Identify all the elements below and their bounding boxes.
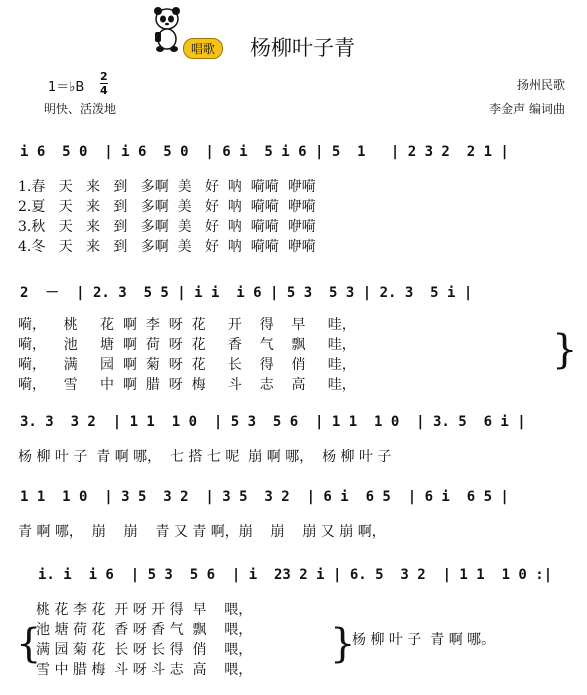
lyric-tail: 杨 柳 叶 子 青 啊 哪。	[352, 632, 496, 648]
key-signature: 1＝♭B	[48, 80, 85, 95]
brace-left: {	[16, 621, 42, 667]
time-signature-top: 2	[100, 70, 108, 83]
lyric-row: 池 塘 荷 花 香 呀 香 气 飘 喂，	[36, 622, 253, 638]
section-badge: 唱歌	[183, 38, 223, 59]
song-credit: 李金声 编词曲	[489, 102, 565, 116]
tempo-marking: 明快、活泼地	[44, 102, 117, 116]
lyric-row: 青 啊 哪， 崩 崩 青 又 青 啊，崩 崩 崩 又 崩 啊，	[18, 524, 386, 540]
lyric-row: 雪 中 腊 梅 斗 呀 斗 志 高 喂，	[36, 662, 253, 678]
lyric-row: 嗬， 满 园 啊 菊 呀 花 长 得 俏 哇，	[18, 357, 356, 373]
notation-row: 1 1 1 0 | 3 5 3 2 | 3 5 3 2 | 6 i 6 5 | 6 i 6 5 |	[20, 489, 509, 505]
brace-right: }	[552, 327, 578, 373]
panda-mascot-icon	[150, 5, 184, 55]
song-origin: 扬州民歌	[516, 78, 565, 92]
brace-right: }	[330, 621, 356, 667]
lyric-row: 嗬， 雪 中 啊 腊 呀 梅 斗 志 高 哇，	[18, 377, 356, 393]
lyric-row: 桃 花 李 花 开 呀 开 得 早 喂，	[36, 602, 253, 618]
lyric-row: 嗬， 桃 花 啊 李 呀 花 开 得 早 哇，	[18, 317, 356, 333]
time-signature	[100, 70, 108, 97]
notation-row: 3. 3 3 2 | 1 1 1 0 | 5 3 5 6 | 1 1 1 0 | 3. 5 6 i |	[20, 414, 526, 430]
notation-row: i. i i 6 | 5 3 5 6 | i 23 2 i | 6. 5 3 2 | 1 1 1 0 :|	[38, 567, 553, 583]
lyric-row: 1.春 天 来 到 多啊 美 好 呐 嗬嗬 咿嗬	[18, 179, 316, 195]
notation-row: i 6 5 0 | i 6 5 0 | 6 i 5 i 6 | 5 1 | 2 3 2 2 1 |	[20, 144, 509, 160]
notation-row: 2 － | 2. 3 5 5 | i i i 6 | 5 3 5 3 | 2. 3 5 i |	[20, 285, 473, 301]
page-title: 杨柳叶子青	[250, 36, 355, 60]
lyric-row: 4.冬 天 来 到 多啊 美 好 呐 嗬嗬 咿嗬	[18, 239, 316, 255]
lyric-row: 3.秋 天 来 到 多啊 美 好 呐 嗬嗬 咿嗬	[18, 219, 316, 235]
time-signature-bottom: 4	[100, 84, 108, 97]
lyric-row: 杨 柳 叶 子 青 啊 哪， 七 搭 七 呢 崩 啊 哪， 杨 柳 叶 子	[18, 449, 392, 465]
lyric-row: 嗬， 池 塘 啊 荷 呀 花 香 气 飘 哇，	[18, 337, 356, 353]
lyric-row: 满 园 菊 花 长 呀 长 得 俏 喂，	[36, 642, 253, 658]
lyric-row: 2.夏 天 来 到 多啊 美 好 呐 嗬嗬 咿嗬	[18, 199, 316, 215]
